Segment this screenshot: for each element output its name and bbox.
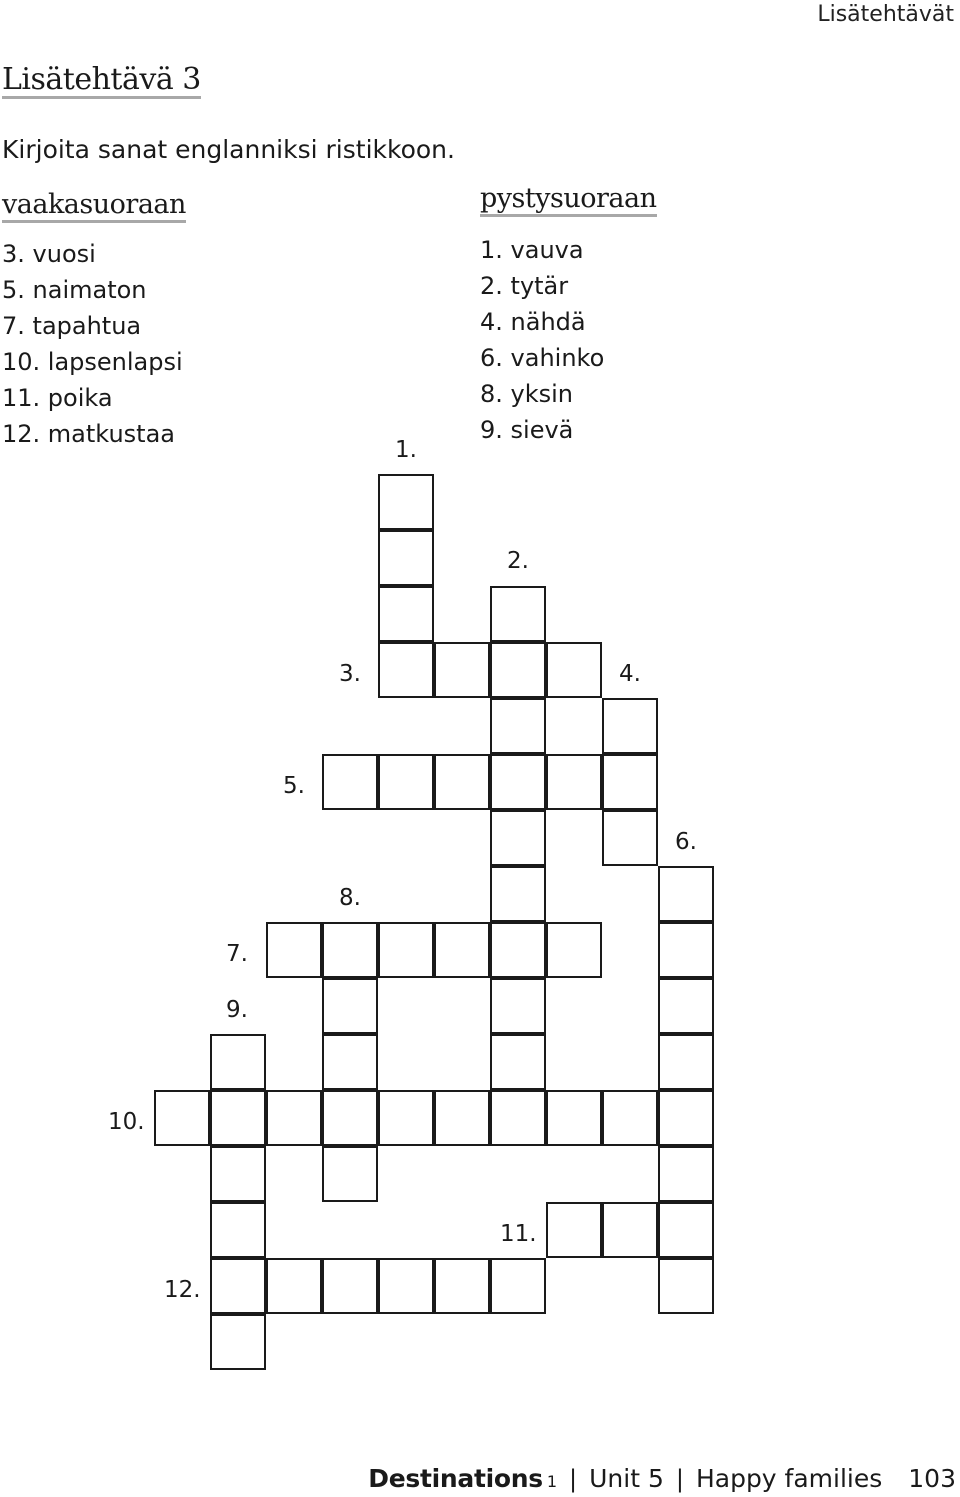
- clue-number-label: 7.: [226, 941, 248, 967]
- crossword-cell[interactable]: [658, 1034, 714, 1090]
- down-clue: 9. sievä: [480, 416, 574, 444]
- crossword-cell[interactable]: [322, 978, 378, 1034]
- clue-number-label: 3.: [339, 661, 361, 687]
- across-clue: 5. naimaton: [2, 276, 147, 304]
- crossword-cell[interactable]: [322, 1090, 378, 1146]
- page-footer: [368, 1464, 956, 1493]
- down-clue: 4. nähdä: [480, 308, 586, 336]
- crossword-cell[interactable]: [490, 1258, 546, 1314]
- crossword-cell[interactable]: [434, 1090, 490, 1146]
- across-clue: 3. vuosi: [2, 240, 96, 268]
- crossword-cell[interactable]: [378, 1090, 434, 1146]
- crossword-cell[interactable]: [658, 866, 714, 922]
- crossword-cell[interactable]: [210, 1034, 266, 1090]
- crossword-cell[interactable]: [378, 1258, 434, 1314]
- crossword-cell[interactable]: [658, 1090, 714, 1146]
- crossword-cell[interactable]: [546, 1090, 602, 1146]
- crossword-cell[interactable]: [322, 1258, 378, 1314]
- down-clue: 2. tytär: [480, 272, 569, 300]
- clue-number-label: 12.: [164, 1277, 201, 1303]
- down-clue: 6. vahinko: [480, 344, 605, 372]
- crossword-cell[interactable]: [602, 1090, 658, 1146]
- crossword-cell[interactable]: [322, 922, 378, 978]
- clue-number-label: 2.: [507, 548, 529, 574]
- crossword-cell[interactable]: [658, 1258, 714, 1314]
- crossword-cell[interactable]: [266, 1258, 322, 1314]
- crossword-cell[interactable]: [602, 754, 658, 810]
- crossword-cell[interactable]: [210, 1258, 266, 1314]
- exercise-instruction: Kirjoita sanat englanniksi ristikkoon.: [2, 135, 455, 164]
- crossword-cell[interactable]: [490, 754, 546, 810]
- crossword-cell[interactable]: [266, 922, 322, 978]
- crossword-cell[interactable]: [434, 642, 490, 698]
- crossword-cell[interactable]: [602, 698, 658, 754]
- exercise-title: Lisätehtävä 3: [2, 62, 201, 97]
- footer-divider: |: [569, 1465, 578, 1493]
- crossword-cell[interactable]: [490, 978, 546, 1034]
- crossword-cell[interactable]: [434, 922, 490, 978]
- clue-number-label: 11.: [500, 1221, 537, 1247]
- crossword-cell[interactable]: [490, 810, 546, 866]
- crossword-cell[interactable]: [210, 1314, 266, 1370]
- crossword-cell[interactable]: [378, 642, 434, 698]
- crossword-cell[interactable]: [266, 1090, 322, 1146]
- clue-number-label: 10.: [108, 1109, 145, 1135]
- across-clue: 7. tapahtua: [2, 312, 142, 340]
- crossword-cell[interactable]: [602, 1202, 658, 1258]
- across-clue: 10. lapsenlapsi: [2, 348, 183, 376]
- crossword-cell[interactable]: [378, 922, 434, 978]
- crossword-cell[interactable]: [658, 1146, 714, 1202]
- unit-label: Unit 5: [589, 1464, 664, 1493]
- crossword-cell[interactable]: [378, 530, 434, 586]
- crossword-cell[interactable]: [546, 922, 602, 978]
- crossword-cell[interactable]: [378, 474, 434, 530]
- crossword-cell[interactable]: [490, 866, 546, 922]
- clue-number-label: 6.: [675, 829, 697, 855]
- crossword-cell[interactable]: [490, 642, 546, 698]
- crossword-cell[interactable]: [378, 586, 434, 642]
- crossword-cell[interactable]: [210, 1090, 266, 1146]
- crossword-cell[interactable]: [434, 1258, 490, 1314]
- clue-number-label: 1.: [395, 437, 417, 463]
- across-clue: 11. poika: [2, 384, 113, 412]
- crossword-cell[interactable]: [154, 1090, 210, 1146]
- crossword-cell[interactable]: [434, 754, 490, 810]
- crossword-cell[interactable]: [546, 642, 602, 698]
- section-label: Lisätehtävät: [817, 2, 954, 27]
- clue-number-label: 4.: [619, 661, 641, 687]
- crossword-cell[interactable]: [546, 1202, 602, 1258]
- crossword-cell[interactable]: [322, 1146, 378, 1202]
- crossword-cell[interactable]: [490, 922, 546, 978]
- crossword-cell[interactable]: [490, 586, 546, 642]
- down-clue: 8. yksin: [480, 380, 574, 408]
- crossword-cell[interactable]: [210, 1146, 266, 1202]
- book-title: Destinations: [368, 1464, 543, 1493]
- crossword-cell[interactable]: [602, 810, 658, 866]
- crossword-cell[interactable]: [546, 754, 602, 810]
- unit-title: Happy families: [695, 1464, 883, 1493]
- crossword-cell[interactable]: [658, 978, 714, 1034]
- crossword-cell[interactable]: [490, 1034, 546, 1090]
- across-clue: 12. matkustaa: [2, 420, 175, 448]
- crossword-cell[interactable]: [658, 1202, 714, 1258]
- clue-number-label: 9.: [226, 997, 248, 1023]
- clue-number-label: 8.: [339, 885, 361, 911]
- crossword-cell[interactable]: [322, 754, 378, 810]
- page-number: 103: [908, 1464, 956, 1493]
- crossword-cell[interactable]: [378, 754, 434, 810]
- crossword-cell[interactable]: [210, 1202, 266, 1258]
- across-heading: vaakasuoraan: [2, 190, 186, 223]
- crossword-cell[interactable]: [490, 698, 546, 754]
- footer-divider: |: [675, 1465, 684, 1493]
- crossword-cell[interactable]: [490, 1090, 546, 1146]
- crossword-cell[interactable]: [658, 922, 714, 978]
- clue-number-label: 5.: [283, 773, 305, 799]
- book-volume: 1: [546, 1472, 558, 1491]
- down-clue: 1. vauva: [480, 236, 584, 264]
- down-heading: pystysuoraan: [480, 184, 657, 217]
- crossword-cell[interactable]: [322, 1034, 378, 1090]
